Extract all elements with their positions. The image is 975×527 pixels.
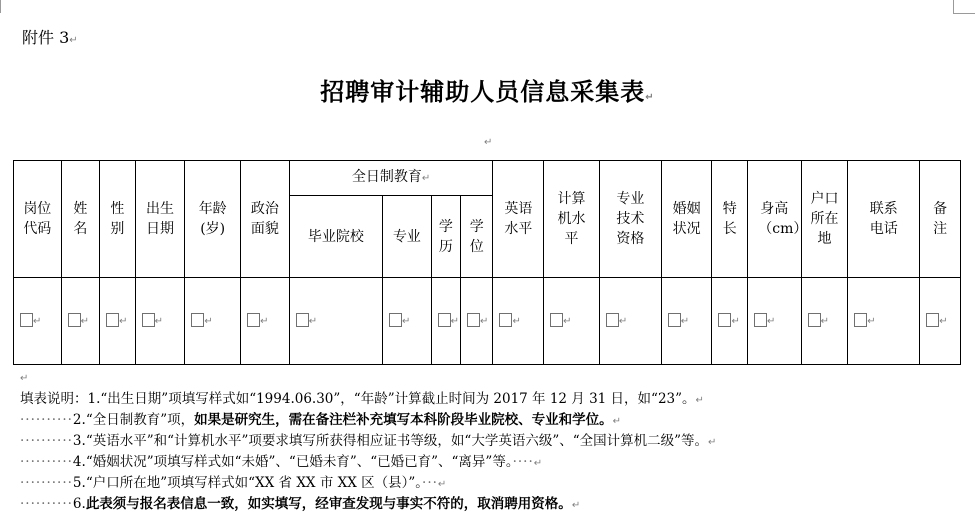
header-label: 户口所在地 [810,191,839,247]
header-cell-gender [100,161,135,278]
note-bold-text: 如果是研究生，需在备注栏补充填写本科阶段毕业院校、专业和学位。 [194,412,613,428]
header-label: 全日制教育 [351,169,422,185]
indent-leader: ·········· [20,412,73,428]
header-cell-phone [848,161,920,278]
paragraph-mark-icon: ↵ [260,316,269,327]
header-cell-age [185,161,241,278]
paragraph-mark-icon: ↵ [766,316,776,327]
empty-field-box-icon[interactable] [808,313,821,327]
header-label: 备注 [933,201,948,237]
note-item-2 [20,408,621,428]
indent-leader: ·········· [20,454,73,470]
note-text: “婚姻状况”项填写样式如“未婚”、“已婚未育”、“已婚已育”、“离异”等。 [85,454,513,470]
paragraph-mark-icon: ↵ [512,316,521,327]
data-cell-post-code[interactable] [14,278,62,365]
empty-field-box-icon[interactable] [20,313,33,327]
crop-mark-top-right-h [953,13,975,14]
paragraph-mark-icon: ↵ [533,458,543,469]
paragraph-mark-icon: ↵ [308,316,318,327]
header-label: 计算机水平 [557,191,586,247]
page-title [0,72,975,107]
header-row-1 [14,161,961,196]
header-label: 专业技术资格 [616,191,645,247]
empty-field-box-icon[interactable] [718,313,731,327]
data-cell-phone[interactable] [848,278,920,365]
data-cell-major[interactable] [382,278,431,365]
empty-field-box-icon[interactable] [68,313,81,327]
header-cell-certificate [599,161,661,278]
note-item-1 [20,387,704,407]
note-number: 2. [72,412,86,428]
page-title-text: 招聘审计辅助人员信息采集表 [320,77,646,106]
empty-field-box-icon[interactable] [106,313,119,327]
note-item-5 [20,471,446,491]
header-cell-political-status [241,161,290,278]
note-text: “出生日期”项填写样式如“1994.06.30”，“年龄”计算截止时间为 2017 年 12 月 31 日，如“23”。 [100,391,696,407]
header-label: 身高（cm） [758,201,808,237]
data-cell-marital[interactable] [661,278,712,365]
empty-field-box-icon[interactable] [191,313,204,327]
header-label: 专业 [392,228,421,245]
paragraph-mark-icon: ↵ [80,316,90,327]
paragraph-mark-icon: ↵ [820,316,830,327]
paragraph-mark-icon: ↵ [480,316,489,327]
paragraph-mark-icon: ↵ [204,316,213,327]
paragraph-mark-icon: ↵ [867,316,876,327]
header-label: 学位 [469,218,484,255]
paragraph-mark-icon: ↵ [484,137,493,148]
paragraph-mark-icon: ↵ [571,500,581,511]
header-cell-english [493,161,544,278]
attachment-label [22,25,78,48]
empty-field-box-icon[interactable] [499,313,512,327]
header-cell-school [289,196,382,278]
paragraph-mark-icon: ↵ [563,316,572,327]
header-label: 出生日期 [145,201,174,237]
header-cell-name [61,161,100,278]
data-cell-degree[interactable] [461,278,493,365]
table-row [14,278,961,365]
data-cell-education[interactable] [431,278,460,365]
info-collection-table [13,160,961,365]
header-label: 岗位代码 [23,201,52,237]
paragraph-mark-icon: ↵ [695,395,704,406]
paragraph-mark-icon: ↵ [437,479,447,490]
header-label: 特长 [722,201,737,237]
attachment-label-text: 附件 3 [22,28,70,47]
data-cell-political-status[interactable] [241,278,290,365]
header-label: 年龄(岁) [198,201,227,237]
data-cell-birth-date[interactable] [135,278,185,365]
empty-field-box-icon[interactable] [296,313,309,327]
empty-field-box-icon[interactable] [467,313,480,327]
header-label: 政治面貌 [250,201,279,237]
header-cell-degree [461,196,493,278]
empty-field-box-icon[interactable] [550,313,563,327]
indent-leader: ·········· [20,433,73,449]
header-label: 姓名 [73,201,88,237]
data-cell-hukou[interactable] [801,278,848,365]
data-cell-certificate[interactable] [599,278,661,365]
data-cell-age[interactable] [185,278,241,365]
paragraph-mark-icon: ↵ [645,92,655,103]
paragraph-mark-icon: ↵ [401,316,411,327]
paragraph-mark-icon: ↵ [450,316,460,327]
paragraph-mark-icon: ↵ [939,316,948,327]
header-cell-hukou [801,161,848,278]
paragraph-mark-icon: ↵ [421,173,431,184]
empty-field-box-icon[interactable] [606,313,619,327]
header-cell-computer [544,161,600,278]
empty-field-box-icon[interactable] [438,313,451,327]
data-cell-gender[interactable] [100,278,135,365]
paragraph-mark-icon: ↵ [69,35,78,46]
empty-field-box-icon[interactable] [854,313,867,327]
note-item-3 [20,429,716,449]
paragraph-mark-icon: ↵ [20,373,29,384]
notes-heading: 填表说明： [20,391,88,407]
crop-mark-top-left [0,0,1,13]
header-cell-major [382,196,431,278]
note-number: 5. [72,475,86,491]
paragraph-mark-icon: ↵ [680,316,690,327]
trailing-leader: ··· [422,475,438,491]
empty-field-box-icon[interactable] [142,313,155,327]
header-label: 婚姻状况 [672,201,701,237]
note-number: 1. [87,391,101,407]
header-cell-birth-date [135,161,185,278]
header-cell-education [431,196,460,278]
header-cell-specialty [712,161,747,278]
note-text: “全日制教育”项， [85,412,195,428]
paragraph-mark-icon: ↵ [708,437,717,448]
empty-field-box-icon[interactable] [247,313,260,327]
note-number: 6. [72,496,86,512]
header-cell-height [747,161,808,278]
header-label: 学历 [438,218,453,255]
notes-blank-line [20,369,28,385]
data-cell-computer[interactable] [544,278,600,365]
header-cell-full-time-education [289,161,493,196]
paragraph-mark-icon: ↵ [154,316,164,327]
note-bold-text: 此表须与报名表信息一致，如实填写，经审查发现与事实不符的，取消聘用资格。 [85,496,572,512]
data-cell-height[interactable] [747,278,801,365]
paragraph-mark-icon: ↵ [618,316,628,327]
indent-leader: ·········· [20,496,73,512]
paragraph-mark-icon: ↵ [612,416,622,427]
empty-field-box-icon[interactable] [389,313,402,327]
data-cell-name[interactable] [61,278,100,365]
crop-mark-top-right [953,0,954,13]
note-item-4 [20,450,542,470]
header-label: 毕业院校 [307,228,364,245]
empty-field-box-icon[interactable] [754,313,767,327]
note-text: “英语水平”和“计算机水平”项要求填写所获得相应证书等级，如“大学英语六级”、“全国计算机二级”等。 [85,433,709,449]
header-label: 联系电话 [869,201,898,237]
paragraph-mark-icon: ↵ [119,316,128,327]
header-cell-post-code [14,161,62,278]
data-cell-specialty[interactable] [712,278,747,365]
note-number: 4. [72,454,86,470]
empty-field-box-icon[interactable] [926,313,939,327]
note-item-6 [20,492,580,512]
empty-field-box-icon[interactable] [668,313,681,327]
header-label: 性别 [110,201,125,237]
note-number: 3. [72,433,86,449]
note-text: “户口所在地”项填写样式如“XX 省 XX 市 XX 区（县）”。 [85,475,423,491]
paragraph-mark-icon: ↵ [33,316,42,327]
header-label: 英语水平 [504,201,533,237]
header-cell-marital [661,161,712,278]
data-cell-english[interactable] [493,278,544,365]
paragraph-mark-icon: ↵ [731,316,740,327]
data-cell-school[interactable] [289,278,382,365]
data-cell-remarks[interactable] [920,278,961,365]
indent-leader: ·········· [20,475,73,491]
header-cell-remarks [920,161,961,278]
trailing-leader: ···· [512,454,534,470]
